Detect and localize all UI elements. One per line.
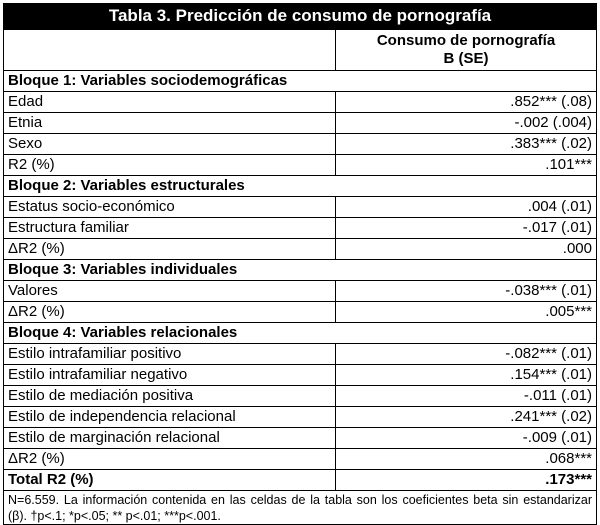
header-column-subtitle: B (SE) <box>443 50 489 67</box>
variable-label: Etnia <box>4 113 336 134</box>
variable-label: Edad <box>4 92 336 113</box>
table-row <box>4 365 597 386</box>
table-row <box>4 92 597 113</box>
variable-label: Estilo intrafamiliar positivo <box>4 344 336 365</box>
table-note: N=6.559. La información contenida en las celdas de la tabla son los coeficientes beta sin estandarizar (β). †p<.1; *p<.05; ** p<.01; ***p<.001. <box>3 491 597 525</box>
regression-table <box>3 29 597 491</box>
coefficient-value: -.011 (.01) <box>336 386 597 407</box>
coefficient-value: -.009 (.01) <box>336 428 597 449</box>
table-row <box>4 113 597 134</box>
coefficient-value: -.038*** (.01) <box>336 281 597 302</box>
block-header-row <box>4 260 597 281</box>
variable-label: Estilo de mediación positiva <box>4 386 336 407</box>
block-label: Bloque 4: Variables relacionales <box>4 323 597 344</box>
coefficient-value: .383*** (.02) <box>336 134 597 155</box>
variable-label: ΔR2 (%) <box>4 302 336 323</box>
header-column-title: Consumo de pornografía <box>376 32 556 49</box>
table-row <box>4 239 597 260</box>
table-row <box>4 302 597 323</box>
total-label: Total R2 (%) <box>4 470 336 491</box>
table-row <box>4 449 597 470</box>
coefficient-value: -.082*** (.01) <box>336 344 597 365</box>
table-container <box>3 3 597 525</box>
coefficient-value: .154*** (.01) <box>336 365 597 386</box>
header-empty-cell <box>4 30 336 71</box>
table-row <box>4 386 597 407</box>
variable-label: Estilo intrafamiliar negativo <box>4 365 336 386</box>
block-header-row <box>4 176 597 197</box>
variable-label: Estructura familiar <box>4 218 336 239</box>
variable-label: ΔR2 (%) <box>4 449 336 470</box>
variable-label: Estatus socio-económico <box>4 197 336 218</box>
coefficient-value: .101*** <box>336 155 597 176</box>
coefficient-value: -.002 (.004) <box>336 113 597 134</box>
coefficient-value: .004 (.01) <box>336 197 597 218</box>
block-label: Bloque 3: Variables individuales <box>4 260 597 281</box>
block-label: Bloque 1: Variables sociodemográficas <box>4 71 597 92</box>
coefficient-value: -.017 (.01) <box>336 218 597 239</box>
block-label: Bloque 2: Variables estructurales <box>4 176 597 197</box>
table-row <box>4 155 597 176</box>
coefficient-value: .241*** (.02) <box>336 407 597 428</box>
table-row <box>4 197 597 218</box>
table-row <box>4 218 597 239</box>
coefficient-value: .000 <box>336 239 597 260</box>
table-row <box>4 344 597 365</box>
variable-label: ΔR2 (%) <box>4 239 336 260</box>
table-title: Tabla 3. Predicción de consumo de pornografía <box>3 3 597 29</box>
variable-label: Sexo <box>4 134 336 155</box>
table-row <box>4 134 597 155</box>
variable-label: Valores <box>4 281 336 302</box>
coefficient-value: .005*** <box>336 302 597 323</box>
table-row <box>4 281 597 302</box>
table-row <box>4 428 597 449</box>
variable-label: Estilo de marginación relacional <box>4 428 336 449</box>
block-header-row <box>4 71 597 92</box>
coefficient-value: .852*** (.08) <box>336 92 597 113</box>
variable-label: Estilo de independencia relacional <box>4 407 336 428</box>
block-header-row <box>4 323 597 344</box>
header-column-cell <box>336 30 597 71</box>
table-row <box>4 407 597 428</box>
coefficient-value: .068*** <box>336 449 597 470</box>
header-row <box>4 30 597 71</box>
variable-label: R2 (%) <box>4 155 336 176</box>
total-row <box>4 470 597 491</box>
total-value: .173*** <box>336 470 597 491</box>
